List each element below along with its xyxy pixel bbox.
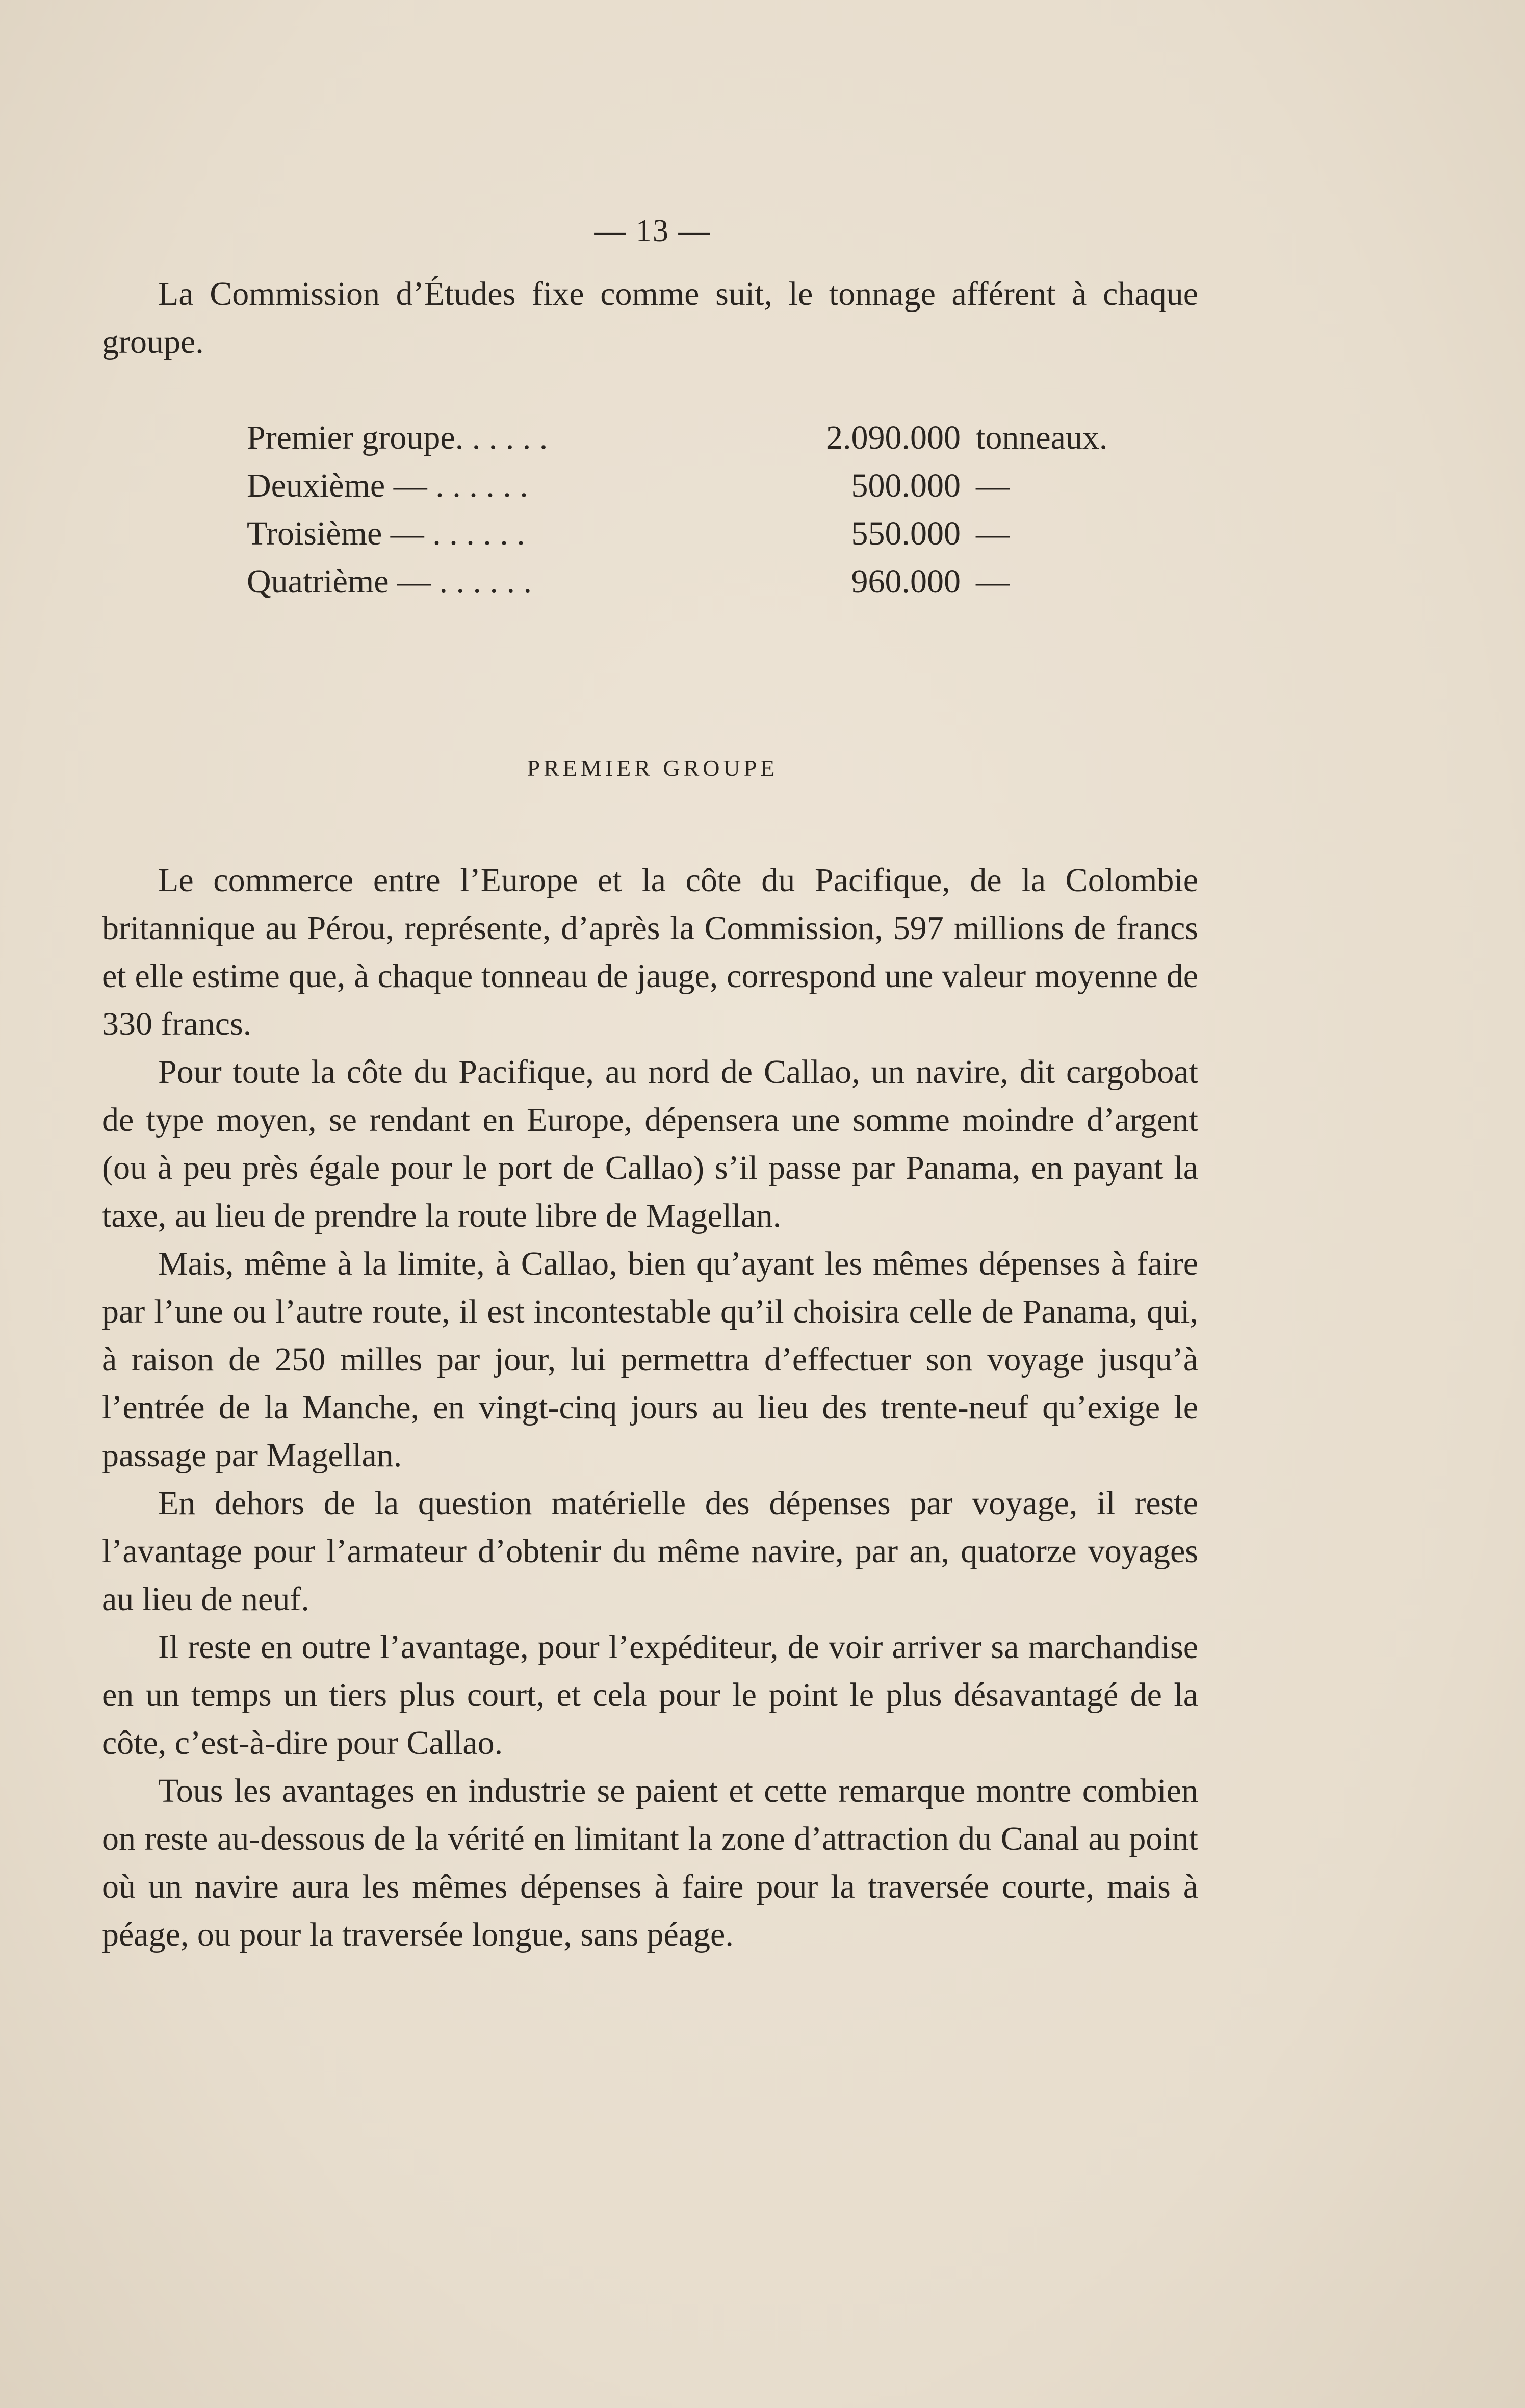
tonnage-row-value-group bbox=[797, 558, 1114, 606]
tonnage-row-label: Deuxième — . . . . . . bbox=[247, 467, 528, 504]
intro-paragraph-block bbox=[102, 270, 1198, 366]
paragraph: Le commerce entre l’Europe et la côte du Pacifique, de la Colombie britannique au Pérou, représente, d’après la Commission, 597 millions de francs et elle estime que, à chaque tonneau de jauge, correspond une valeur moyenne de 330 francs. bbox=[102, 862, 1198, 1043]
tonnage-row-unit: — bbox=[976, 515, 1010, 552]
paragraph: Tous les avantages en industrie se paient et cette remarque montre combien on reste au-dessous de la vérité en limitant la zone d’attraction du Canal au point où un navire aura les mêmes dépenses à faire pour la traversée courte, mais à péage, ou pour la traversée longue, sans péage. bbox=[102, 1772, 1198, 1953]
tonnage-row-value-group bbox=[797, 510, 1114, 558]
tonnage-row bbox=[247, 414, 1114, 462]
tonnage-row-label: Troisième — . . . . . . bbox=[247, 515, 525, 552]
tonnage-row bbox=[247, 462, 1114, 510]
tonnage-row-value: 550.000 bbox=[851, 515, 961, 552]
tonnage-row-unit: tonneaux. bbox=[976, 419, 1108, 456]
paragraph: Mais, même à la limite, à Callao, bien qu’ayant les mêmes dépenses à faire par l’une ou l’autre route, il est incontestable qu’il choisira celle de Panama, qui, à raison de 250 milles par jour, lui permettra d’effectuer son voyage jusqu’à l’entrée de la Manche, en vingt-cinq jours au lieu des trente-neuf qu’exige le passage par Magellan. bbox=[102, 1245, 1198, 1474]
tonnage-row-unit: — bbox=[976, 563, 1010, 600]
tonnage-row-value: 500.000 bbox=[851, 467, 961, 504]
tonnage-row-value: 960.000 bbox=[851, 563, 961, 600]
tonnage-row-label: Premier groupe. . . . . . bbox=[247, 419, 548, 456]
paragraph: Il reste en outre l’avantage, pour l’expéditeur, de voir arriver sa marchandise en un temps un tiers plus court, et cela pour le point le plus désavantagé de la côte, c’est-à-dire pour Callao. bbox=[102, 1628, 1198, 1762]
tonnage-row-label: Quatrième — . . . . . . bbox=[247, 563, 532, 600]
body-text bbox=[102, 857, 1198, 1959]
page-number: — 13 — bbox=[594, 214, 711, 248]
tonnage-row-value-group bbox=[797, 414, 1114, 462]
tonnage-row bbox=[247, 558, 1114, 606]
section-heading: PREMIER GROUPE bbox=[527, 755, 779, 781]
intro-paragraph: La Commission d’Études fixe comme suit, le tonnage afférent à chaque groupe. bbox=[102, 275, 1198, 360]
tonnage-row-value-group bbox=[797, 462, 1114, 510]
tonnage-table bbox=[247, 414, 1114, 606]
tonnage-row-unit: — bbox=[976, 467, 1010, 504]
paragraph: Pour toute la côte du Pacifique, au nord de Callao, un navire, dit cargoboat de type moyen, se rendant en Europe, dépensera une somme moindre d’argent (ou à peu près égale pour le port de Callao) s’il passe par Panama, en payant la taxe, au lieu de prendre la route libre de Magellan. bbox=[102, 1053, 1198, 1234]
paragraph: En dehors de la question matérielle des dépenses par voyage, il reste l’avantage pour l’armateur d’obtenir du même navire, par an, quatorze voyages au lieu de neuf. bbox=[102, 1485, 1198, 1618]
tonnage-row-value: 2.090.000 bbox=[826, 419, 961, 456]
tonnage-row bbox=[247, 510, 1114, 558]
